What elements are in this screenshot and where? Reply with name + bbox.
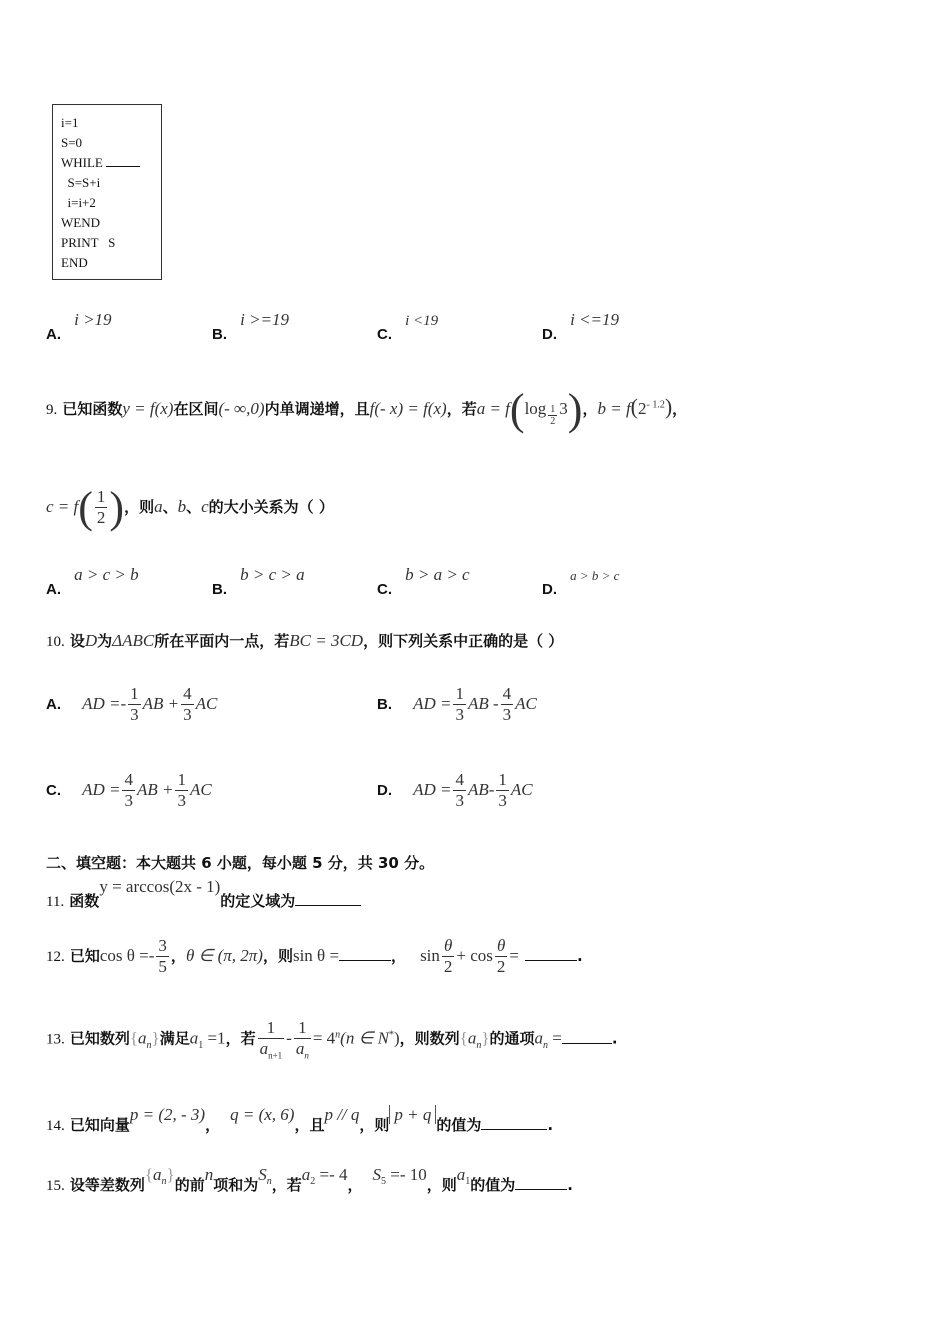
code-line: i=1	[61, 115, 79, 130]
code-line: S=0	[61, 135, 83, 150]
q9-option-d: D. a > b > c	[542, 568, 620, 598]
q10-option-b: B. AD = $\frac{1}{3}$ AB - $\frac{4}{3}$ AC	[377, 684, 537, 724]
answer-blank[interactable]	[295, 891, 361, 906]
q9-stem-line2: c = f( $\frac{1}{2}$ )，则a、b、c的大小关系为（ ）	[46, 483, 334, 532]
log-base-fraction: $\frac{1}{2}$	[550, 404, 556, 427]
code-line: END	[61, 255, 88, 270]
q10-option-c: C. AD = $\frac{4}{3}$ AB + $\frac{1}{3}$ AC	[46, 770, 212, 810]
section-title: 二、填空题：本大题共 6 小题，每小题 5 分，共 30 分。	[46, 854, 435, 872]
q10-option-d: D. AD = $\frac{4}{3}$ AB- $\frac{1}{3}$ AC	[377, 770, 533, 810]
code-while: WHILE	[61, 155, 107, 170]
q11: 11. 函数y = arccos(2x - 1)的定义域为	[46, 876, 361, 897]
code-line: i=i+2	[61, 195, 96, 210]
code-line: PRINT S	[61, 235, 116, 250]
q9-stem-line1: 9. 已知函数y = f(x)在区间(- ∞,0)内单调递增，且f(- x) = f(x)，若a = f(log $\frac{1}{2}$ 3)，$b = f(2^{- 1.2})$，	[46, 385, 688, 434]
q13: 13. 已知数列$\{a_n\}$满足$a_1 =1$，若 $\frac{1}{a_{n+1}}$ - $\frac{1}{a_n}$ = $4^n(n$ ∈ N*)，则数列$\{a_n\}$的通项$a_n$ = .	[46, 1018, 618, 1061]
q9-option-b: B. b > c > a	[212, 565, 305, 598]
q8-option-d: D. i <=19	[542, 310, 620, 343]
q10-stem: 10. 设D为ΔABC所在平面内一点，若BC = 3CD，则下列关系中正确的是（ ）	[46, 631, 564, 650]
q9-option-c: C. b > a > c	[377, 565, 470, 598]
q14: 14. 已知向量p = (2, - 3)，q = (x, 6)，且p // q，则p + q的值为 .	[46, 1105, 554, 1134]
answer-blank[interactable]	[515, 1175, 567, 1190]
pseudocode-box	[52, 104, 162, 280]
half-fraction: $\frac{1}{2}$	[96, 487, 106, 527]
answer-blank[interactable]	[562, 1029, 612, 1044]
question-number: 14.	[46, 1118, 65, 1134]
question-number: 9.	[46, 402, 58, 418]
code-line	[61, 153, 161, 173]
q8-option-b: B. i >=19	[212, 310, 290, 343]
answer-blank[interactable]	[481, 1115, 547, 1130]
code-line: S=S+i	[61, 175, 101, 190]
code-blank	[106, 154, 140, 167]
code-line: WEND	[61, 215, 100, 230]
question-number: 13.	[46, 1031, 65, 1048]
q8-option-c: C. i <19	[377, 313, 439, 343]
q10-option-a: A. AD =- $\frac{1}{3}$ AB + $\frac{4}{3}$ AC	[46, 684, 218, 724]
q9-option-a: A. a > c > b	[46, 565, 139, 598]
question-number: 12.	[46, 949, 65, 965]
question-number: 15.	[46, 1178, 65, 1194]
answer-blank[interactable]	[525, 946, 577, 961]
q15: 15. 设等差数列$\{a_n\}$的前n项和为$S_n$，若$a_2 =- 4$，$S_5 =- 10$，则$a_1$的值为 .	[46, 1165, 573, 1194]
answer-blank[interactable]	[339, 946, 391, 961]
question-number: 11.	[46, 894, 65, 910]
q12: 12. 已知cos θ =- $\frac{3}{5}$ ，θ ∈ (π, 2π)，则sin θ = ， sin $\frac{\theta}{2}$ + cos $\frac{\theta}{2}$ = .	[46, 936, 583, 976]
question-number: 10.	[46, 634, 65, 650]
q8-option-a: A. i >19	[46, 310, 112, 343]
